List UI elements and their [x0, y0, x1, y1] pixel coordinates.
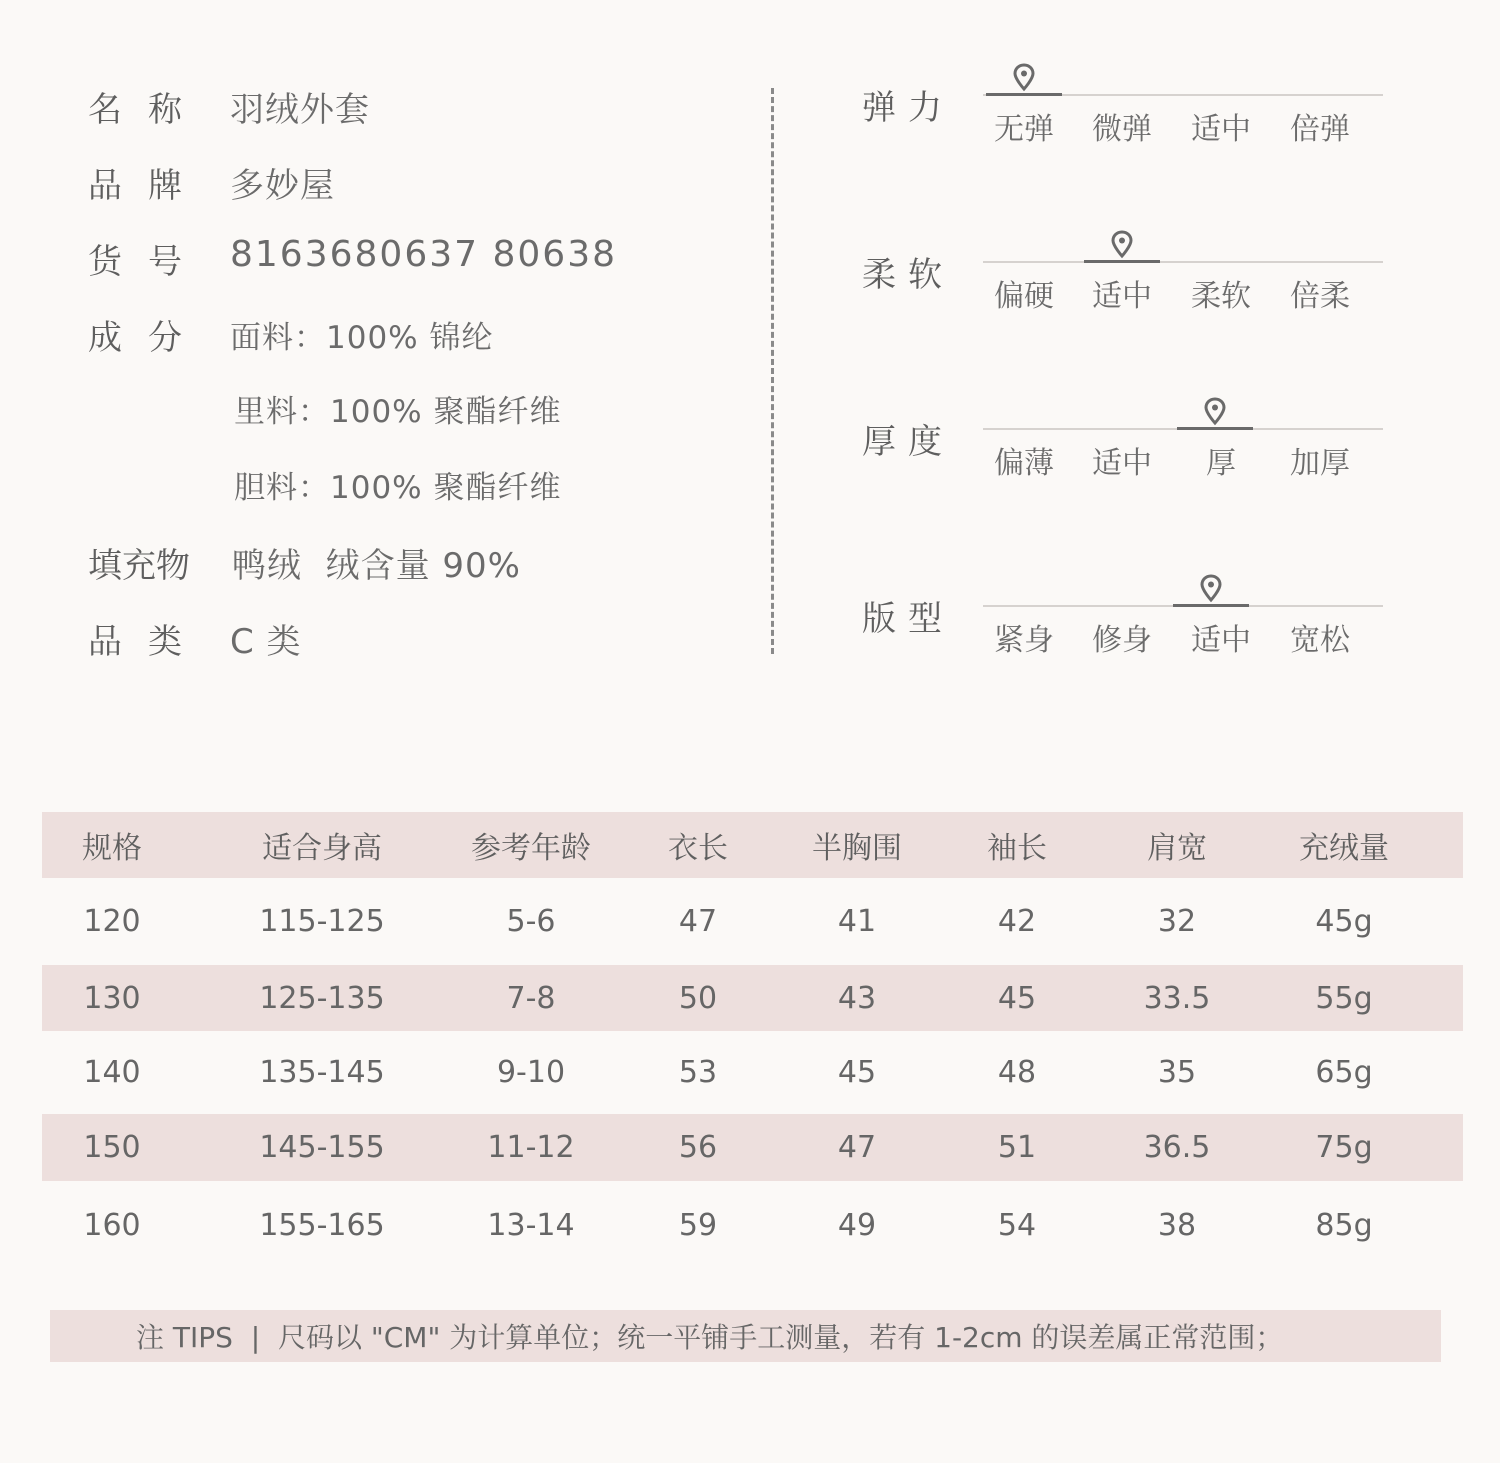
table-cell: 48	[997, 1055, 1037, 1090]
table-header-cell: 参考年龄	[471, 831, 591, 866]
table-header-cell: 半胸围	[812, 831, 902, 866]
table-cell: 130	[83, 980, 141, 1016]
attribute-title: 厚度	[862, 422, 954, 462]
table-cell: 32	[1157, 904, 1197, 939]
scale-option: 倍柔	[1290, 279, 1350, 314]
table-cell: 75g	[1315, 1130, 1373, 1165]
table-row	[42, 1114, 1463, 1181]
sku-label: 货号	[88, 242, 208, 282]
location-pin-icon	[1199, 574, 1223, 604]
table-cell: 155-165	[259, 1207, 385, 1243]
table-cell: 59	[678, 1207, 718, 1243]
location-pin-icon	[1012, 63, 1036, 93]
location-pin-icon	[1110, 230, 1134, 260]
scale-option: 适中	[1092, 279, 1152, 314]
composition-fabric: 面料：100% 锦纶	[230, 320, 494, 356]
composition-inner: 胆料：100% 聚酯纤维	[234, 470, 562, 506]
category-value: C 类	[230, 622, 302, 662]
table-header-row	[42, 812, 1463, 878]
table-cell: 160	[83, 1207, 141, 1243]
table-cell: 5-6	[506, 904, 556, 939]
scale-option: 倍弹	[1290, 112, 1350, 147]
scale-active-segment	[1173, 604, 1249, 607]
tips-text: 注 TIPS | 尺码以 "CM" 为计算单位；统一平铺手工测量，若有 1-2cm 的误差属正常范围；	[136, 1321, 1284, 1354]
table-cell: 47	[837, 1130, 877, 1165]
scale-active-segment	[1084, 260, 1160, 263]
table-cell: 50	[678, 980, 718, 1016]
scale-active-segment	[1177, 427, 1253, 430]
table-cell: 41	[837, 904, 877, 939]
table-header-cell: 规格	[82, 831, 142, 866]
table-cell: 7-8	[506, 980, 556, 1016]
table-cell: 125-135	[259, 980, 385, 1016]
scale-option: 宽松	[1290, 623, 1350, 658]
name-value: 羽绒外套	[230, 90, 370, 130]
table-cell: 38	[1157, 1207, 1197, 1243]
composition-label: 成分	[88, 318, 208, 358]
table-cell: 54	[997, 1207, 1037, 1243]
table-cell: 42	[997, 904, 1037, 939]
size-table	[42, 812, 1463, 1243]
table-header-cell: 适合身高	[262, 831, 382, 866]
scale-option: 适中	[1092, 446, 1152, 481]
name-label: 名称	[88, 90, 208, 130]
table-cell: 53	[678, 1055, 718, 1090]
table-header-cell: 肩宽	[1147, 831, 1207, 866]
scale-option: 偏硬	[994, 279, 1054, 314]
table-cell: 145-155	[259, 1130, 385, 1165]
scale-option: 偏薄	[994, 446, 1054, 481]
table-cell: 43	[837, 980, 877, 1016]
table-cell: 35	[1157, 1055, 1197, 1090]
table-row	[42, 878, 1463, 965]
table-cell: 55g	[1315, 980, 1373, 1016]
table-cell: 115-125	[259, 904, 385, 939]
scale-option: 紧身	[994, 623, 1054, 658]
table-cell: 120	[83, 904, 141, 939]
table-cell: 45	[837, 1055, 877, 1090]
attribute-title: 弹力	[862, 88, 954, 128]
table-row	[42, 1031, 1463, 1114]
scale-option: 微弹	[1092, 112, 1152, 147]
composition-lining: 里料：100% 聚酯纤维	[234, 394, 562, 430]
dashed-divider	[771, 88, 774, 654]
table-cell: 45g	[1315, 904, 1373, 939]
table-cell: 51	[997, 1130, 1037, 1165]
table-cell: 47	[678, 904, 718, 939]
table-cell: 45	[997, 980, 1037, 1016]
table-row	[42, 1181, 1463, 1269]
table-cell: 11-12	[487, 1130, 575, 1165]
attribute-title: 柔软	[862, 255, 954, 295]
scale-active-segment	[986, 93, 1062, 96]
table-cell: 36.5	[1143, 1130, 1211, 1165]
filling-value: 鸭绒 绒含量 90%	[232, 546, 521, 586]
table-cell: 9-10	[496, 1055, 566, 1090]
filling-label: 填充物	[88, 546, 190, 586]
table-cell: 85g	[1315, 1207, 1373, 1243]
table-cell: 140	[83, 1055, 141, 1090]
table-header-cell: 袖长	[987, 831, 1047, 866]
table-row	[42, 965, 1463, 1031]
brand-label: 品牌	[88, 166, 208, 206]
table-cell: 33.5	[1143, 980, 1211, 1016]
tips-bar	[50, 1310, 1441, 1362]
sku-value: 8163680637 80638	[230, 234, 618, 275]
location-pin-icon	[1203, 397, 1227, 427]
scale-line	[983, 261, 1383, 263]
table-cell: 56	[678, 1130, 718, 1165]
table-cell: 49	[837, 1207, 877, 1243]
table-cell: 13-14	[487, 1207, 575, 1243]
table-header-cell: 充绒量	[1299, 831, 1389, 866]
scale-option: 适中	[1191, 623, 1251, 658]
category-label: 品类	[88, 622, 208, 662]
scale-option: 加厚	[1290, 446, 1350, 481]
table-cell: 65g	[1315, 1055, 1373, 1090]
scale-option: 适中	[1191, 112, 1251, 147]
table-cell: 135-145	[259, 1055, 385, 1090]
scale-option: 修身	[1092, 623, 1152, 658]
table-header-cell: 衣长	[668, 831, 728, 866]
table-cell: 150	[83, 1130, 141, 1165]
attribute-title: 版型	[862, 599, 954, 639]
scale-option: 无弹	[994, 112, 1054, 147]
scale-option: 柔软	[1191, 279, 1251, 314]
brand-value: 多妙屋	[230, 166, 335, 206]
scale-option: 厚	[1206, 446, 1236, 481]
